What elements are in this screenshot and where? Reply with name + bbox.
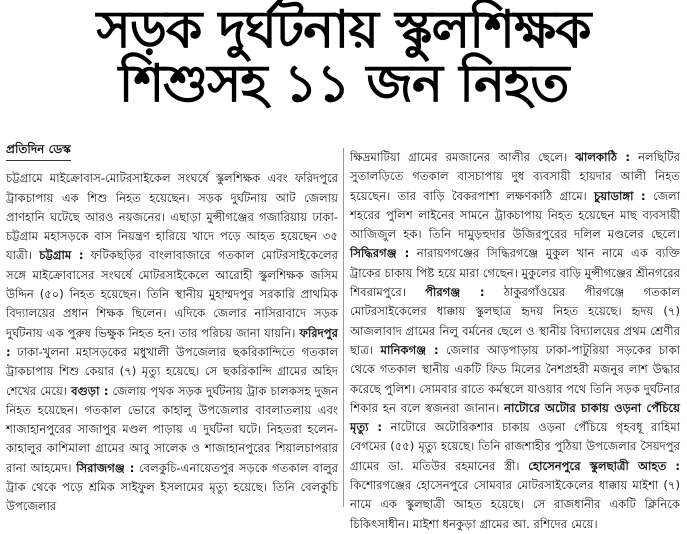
place-label: সিদ্ধিরগঞ্জ : [350,246,410,261]
place-label: বগুড়া : [71,383,109,398]
paragraph-text: ঠাকুরগাঁওয়ের পীরগঞ্জে গতকাল মোটরসাইকেলের ধাক্কায় স্কুলছাত্র হৃদয় নিহত হয়েছে। হৃদয় (৭) আজলাবাদ গ্রামের নিলু বর্মনের ছেলে ও স্থানীয় বিদ্যালয়ের প্রথম শ্রেণীর ছাত্র। [350,285,680,357]
byline: প্রতিদিন ডেস্ক [6,140,71,161]
paragraph-text: জেলা শহরের পুলিশ লাইনের সামনে ট্রাকচাপায় নিহত হয়েছেন মাছ ব্যবসায়ী আজিজুল হক। তিনি দামুড়হুদার উজিরপুরের দলিল মণ্ডলের ছেলে। [350,188,681,242]
place-label: ঝালকাঠি : [575,150,631,164]
place-label: চট্টগ্রাম : [39,248,84,263]
left-body [6,169,338,516]
paragraph-text: ক্ষিদ্রমাটিয়া গ্রামের রমজানের আলীর ছেলে। [350,150,576,164]
paragraph-text: নাটোরে অটোরিকশার চাকায় ওড়না পেঁচিয়ে গৃহবধূ রাহিমা বেগমের (৫৫) মৃত্যু হয়েছে। তিনি রাজশাহীর পুঠিয়া উপজেলার সৈয়দপুর গ্রামের ডা. মতিউর রহমানের স্ত্রী। [350,420,680,473]
paragraph-text: চট্টগ্রামে মাইক্রোবাস-মোটরসাইকেল সংঘর্ষে স্কুলশিক্ষক এবং ফরিদপুরে ট্রাকচাপায় এক শিশু নিহত হয়েছেন। সড়ক দুর্ঘটনায় আট জেলায় প্রাণহানি ঘটেছে আরও নয়জনের। এছাড়া মুন্সীগঞ্জের গজারিয়ায় ঢাকা-চট্টগ্রাম মহাসড়কে বাস নিয়ন্ত্রণ হারিয়ে খাদে পড়ে আহত হয়েছেন ৩৫ যাত্রী। [6,171,338,263]
headline [0,0,687,114]
paragraph-text: নলছিটির সুতালড়িতে গতকাল বাসচাপায় দুধ ব্যবসায়ী হায়দার আলী নিহত হয়েছেন। তার বাড়ি বৈকরপাশা লক্ষণকাঠি গ্রামে। [350,150,680,203]
paragraph-text: নারায়ণগঞ্জের সিদ্ধিরগঞ্জে মুকুল খান নামে এক ব্যক্তি ট্রাকের চাকায় পিষ্ট হয়ে মারা গেছেন। মুকুলের বাড়ি মুন্সীগঞ্জের শ্রীনগরের শিবরামপুরে। [350,246,680,300]
place-label: পীরগঞ্জ : [425,285,485,300]
headline-line-2: শিশুসহ ১১ জন নিহত [118,54,569,114]
right-body [350,148,680,534]
left-column [6,140,339,514]
place-label: মানিকগঞ্জ : [380,342,439,357]
paragraph-text: কিশোরগঞ্জের হোসেনপুরে সোমবার মোটরসাইকেলের ধাক্কায় মাইশা (৭) নামে এক স্কুলছাত্রী আহত হয়েছে। সে রাজধানীর একটি ক্লিনিকে চিকিৎসাধীন। মাইশা ধনকুড়া গ্রামের আ. রশিদের মেয়ে। [350,478,680,531]
paragraph-text: ঢাকা-খুলনা মহাসড়কের মধুখালী উপজেলার ছকরিকান্দিতে গতকাল ট্রাকচাপায় শিশু কেয়ার (৭) মৃত্যু হয়েছে। সে ছকরিকান্দি গ্রামের অহিদ শেখের মেয়ে। [6,344,338,398]
column-divider [343,148,344,507]
place-label: চুয়াডাঙ্গা : [594,188,646,203]
headline-line-1: সড়ক দুর্ঘটনায় স্কুলশিক্ষক [96,0,591,60]
paragraph-text: জেলার আড়পাড়ায় ঢাকা-পাটুরিয়া সড়কের চাকা থেকে গতকাল স্থানীয় একটি ফিড মিলের নৈশপ্রহরী মজনুর লাশ উদ্ধার করেছে পুলিশ। সোমবার রাতে কর্মস্থলে যাওয়ার পথে তিনি সড়ক দুর্ঘটনার শিকার হন বলে স্বজনরা জানান। [350,342,680,415]
paragraph-text: ফটিকছড়ির বাংলাবাজারে গতকাল মোটরসাইকেলের সঙ্গে মাইক্রোবাসের সংঘর্ষে মোটরসাইকেলে আরোহী স্কুলশিক্ষক জসিম উদ্দিন (৫০) নিহত হয়েছেন। তিনি স্থানীয় মুহাম্মদপুর সরকারি প্রাথমিক বিদ্যালয়ের প্রধান শিক্ষক ছিলেন। এদিকে জেলার নাসিরাবাদে সড়ক দুর্ঘটনায় এক পুরুষ ভিক্ষুক নিহত হন। তার পরিচয় জানা যায়নি। [6,248,338,340]
right-column [350,148,681,531]
place-label: হোসেনপুরে স্কুলছাত্রী আহত : [528,458,680,473]
place-label: সিরাজগঞ্জ : [76,460,135,475]
paragraph-text: বেলকুচি-এনায়েতপুর সড়কে গতকাল বালুর ট্রাক থেকে পড়ে শ্রমিক সাইফুল ইসলামের মৃত্যু হয়েছে। তিনি বেলকুচি উপজেলার [6,460,339,514]
paragraph-text: জেলায় পৃথক সড়ক দুর্ঘটনায় ট্রাক চালকসহ দুজন নিহত হয়েছেন। গতকাল ভোরে কাহালু উপজেলার বাবলাতলায় এবং শাজাহানপুরের সাজাপুর মণ্ডল পাড়ায় এ দুর্ঘটনা ঘটে। নিহতরা হলেন- কাহালুর কাশিমালা গ্রামের আবু সালেক ও শাজাহানপুরের শিয়ালচাপরার রানা আহমেদ। [6,383,338,475]
place-label: নাটোরে অটোর চাকায় ওড়না পেঁচিয়ে মৃত্যু : [350,400,680,435]
place-label: ফরিদপুর : [6,325,338,359]
